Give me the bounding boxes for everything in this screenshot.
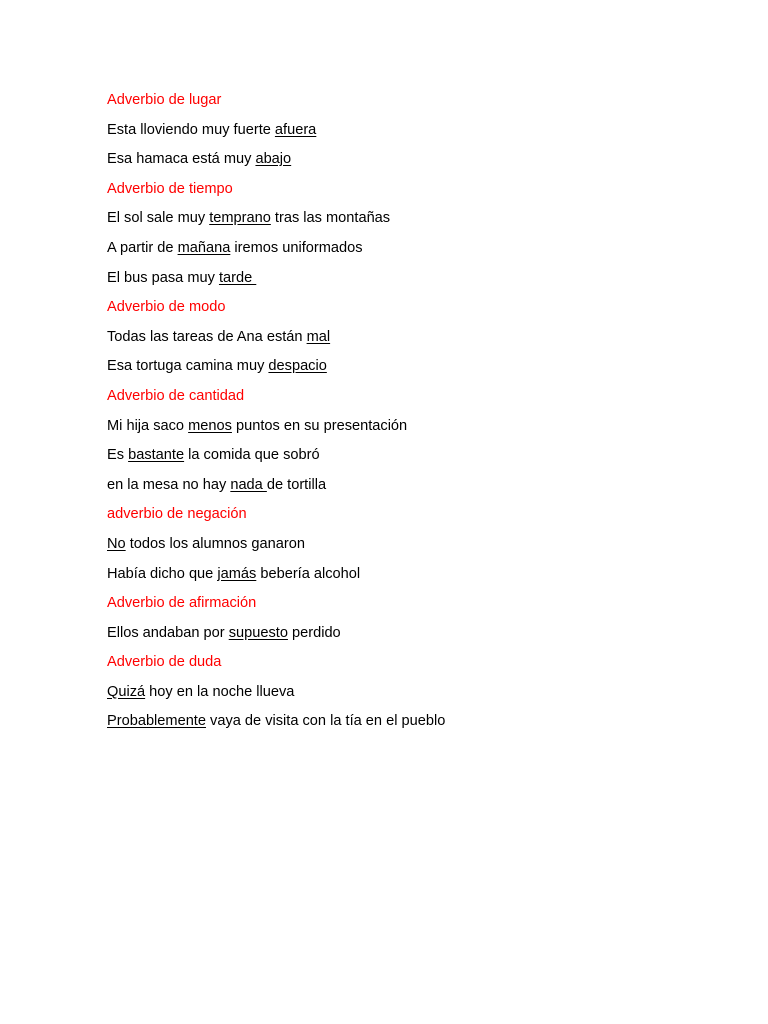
underlined-adverb: Quizá [107, 683, 146, 700]
text-run: hoy en la noche llueva [145, 683, 295, 700]
text-run: Esa tortuga camina muy [107, 358, 269, 375]
text-run: Adverbio de tiempo [107, 180, 233, 197]
underlined-adverb: tarde [218, 269, 257, 286]
text-run: iremos uniformados [230, 239, 363, 256]
underlined-adverb: despacio [268, 358, 327, 375]
text-run: Mi hija saco [107, 417, 189, 434]
text-run: puntos en su presentación [231, 417, 408, 434]
text-run: todos los alumnos ganaron [125, 535, 305, 552]
example-sentence [107, 563, 707, 593]
example-sentence [107, 415, 707, 445]
text-run: Todas las tareas de Ana están [107, 328, 307, 345]
example-sentence [107, 326, 707, 356]
text-run: Esta lloviendo muy fuerte [107, 121, 275, 138]
text-run: Adverbio de cantidad [107, 387, 245, 404]
example-sentence [107, 148, 707, 178]
example-sentence [107, 710, 707, 740]
text-run: vaya de visita con la tía en el pueblo [205, 713, 446, 730]
text-run: Adverbio de afirmación [107, 595, 257, 612]
example-sentence [107, 355, 707, 385]
text-run: Adverbio de modo [107, 299, 226, 316]
example-sentence [107, 622, 707, 652]
example-sentence [107, 444, 707, 474]
example-sentence [107, 267, 707, 297]
text-run: El bus pasa muy [107, 269, 219, 286]
text-run: perdido [287, 624, 341, 641]
underlined-adverb: nada [230, 476, 267, 493]
section-heading [107, 89, 707, 119]
text-run: la comida que sobró [184, 447, 320, 464]
section-heading [107, 592, 707, 622]
text-run: adverbio de negación [107, 506, 247, 523]
example-sentence [107, 681, 707, 711]
text-run: A partir de [107, 239, 178, 256]
underlined-adverb: menos [188, 417, 232, 434]
document-body [107, 89, 707, 740]
text-run: en la mesa no hay [107, 476, 231, 493]
underlined-adverb: abajo [255, 151, 292, 168]
section-heading [107, 296, 707, 326]
underlined-adverb: supuesto [228, 624, 288, 641]
text-run: Es [107, 447, 129, 464]
section-heading [107, 651, 707, 681]
text-run: El sol sale muy [107, 210, 210, 227]
underlined-adverb: afuera [274, 121, 317, 138]
example-sentence [107, 237, 707, 267]
example-sentence [107, 119, 707, 149]
underlined-adverb: temprano [209, 210, 271, 227]
underlined-adverb: No [107, 535, 126, 552]
underlined-adverb: Probablemente [107, 713, 206, 730]
underlined-adverb: jamás [217, 565, 257, 582]
section-heading [107, 385, 707, 415]
text-run: Adverbio de lugar [107, 92, 222, 108]
text-run: de tortilla [266, 476, 327, 493]
example-sentence [107, 207, 707, 237]
underlined-adverb: mañana [177, 239, 231, 256]
text-run: Ellos andaban por [107, 624, 229, 641]
underlined-adverb: bastante [128, 447, 185, 464]
text-run: bebería alcohol [256, 565, 361, 582]
text-run: Adverbio de duda [107, 654, 222, 671]
text-run: Esa hamaca está muy [107, 151, 256, 168]
text-run: tras las montañas [270, 210, 391, 227]
text-run: Había dicho que [107, 565, 218, 582]
underlined-adverb: mal [306, 328, 331, 345]
section-heading [107, 178, 707, 208]
example-sentence [107, 533, 707, 563]
section-heading [107, 503, 707, 533]
example-sentence [107, 474, 707, 504]
